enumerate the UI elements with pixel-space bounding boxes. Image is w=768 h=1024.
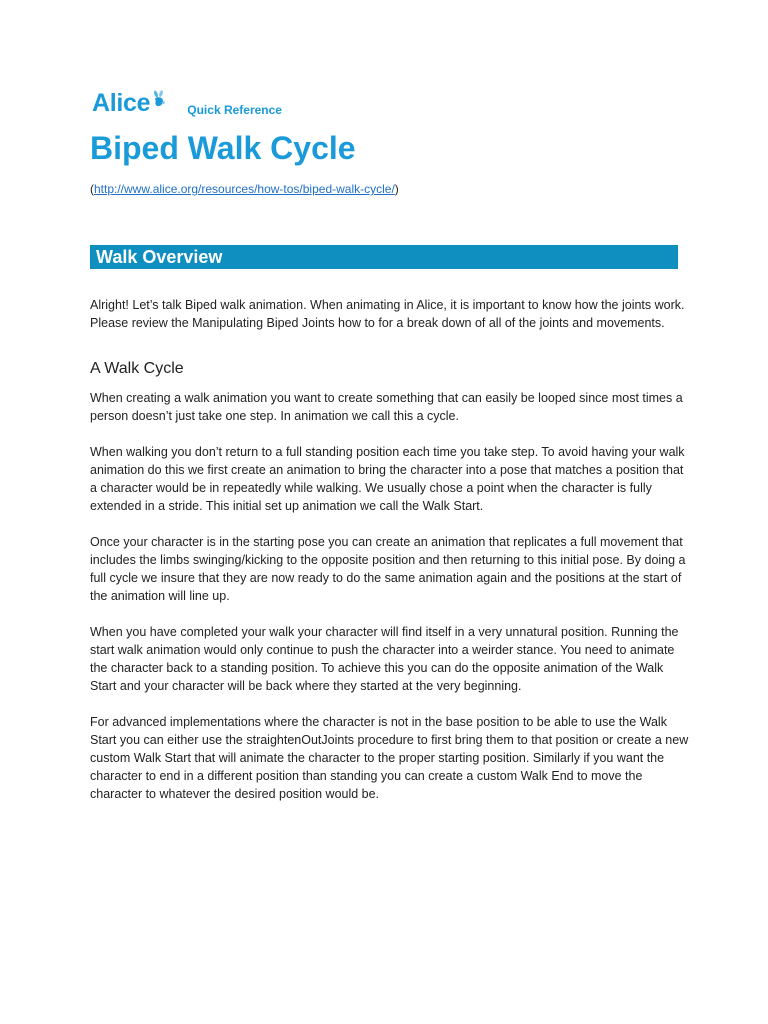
quick-reference-label: Quick Reference [187,103,282,117]
logo-text: Alice [92,89,151,117]
url-close-paren: ) [394,182,399,196]
intro-paragraph: Alright! Let’s talk Biped walk animation. When animating in Alice, it is important to know how the joints work. Please review the Manipulating Biped Joints how to for a break down of all of the joints and movements. [90,298,685,330]
url-open-paren: ( [90,182,94,196]
source-url-line [90,181,399,197]
body-paragraph: When creating a walk animation you want to create something that can easily be looped since most times a person doesn’t just take one step. In animation we call this a cycle. [90,391,683,423]
section-heading: Walk Overview [96,247,223,267]
alice-logo [92,88,166,118]
subheading-walk-cycle: A Walk Cycle [90,360,184,377]
section-content [90,296,690,821]
body-paragraph: When walking you don’t return to a full standing position each time you take step. To avoid having your walk animation do this we first create an animation to bring the character into a pose that matches a position that a character would be in repeatedly while walking. We usually chose a point when the character is fully extended in a stride. This initial set up animation we call the Walk Start. [90,445,685,513]
section-heading-bar [90,245,678,269]
alice-bunny-icon [152,90,166,110]
source-url-link[interactable]: http://www.alice.org/resources/how-tos/biped-walk-cycle/ [94,182,395,196]
page-title: Biped Walk Cycle [90,130,356,166]
document-header [92,88,282,118]
body-paragraph: For advanced implementations where the character is not in the base position to be able to use the Walk Start you can either use the straightenOutJoints procedure to first bring them to that position or create a new custom Walk Start that will animate the character to the proper starting position. Similarly if you want the character to end in a different position than standing you can create a custom Walk End to move the character to whatever the desired position would be. [90,715,689,801]
body-paragraph: Once your character is in the starting pose you can create an animation that replicates a full movement that includes the limbs swinging/kicking to the opposite position and then returning to this initial pose. By doing a full cycle we insure that they are now ready to do the same animation again and the positions at the start of the animation will line up. [90,535,686,603]
body-paragraph: When you have completed your walk your character will find itself in a very unnatural position. Running the start walk animation would only continue to push the character into a weirder stance. You need to animate the character back to a standing position. To achieve this you can do the opposite animation of the Walk Start and your character will be back where they started at the very beginning. [90,625,679,693]
